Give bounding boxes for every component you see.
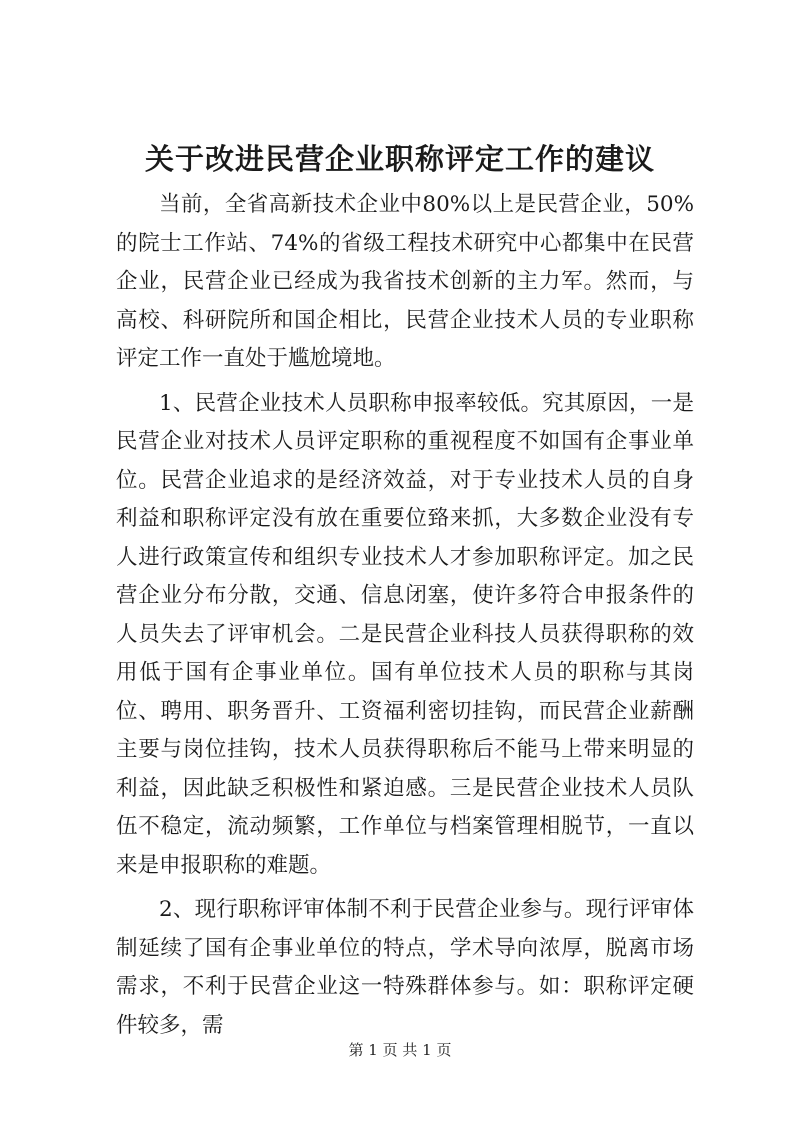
paragraph-intro: 当前，全省高新技术企业中80%以上是民营企业，50%的院士工作站、74%的省级工程技术研究中心都集中在民营企业，民营企业已经成为我省技术创新的主力军。然而，与高校、科研院所和国企相比，民营企业技术人员的专业职称评定工作一直处于尴尬境地。 [116,192,694,371]
paragraph-point-2: 2、现行职称评审体制不利于民营企业参与。现行评审体制延续了国有企事业单位的特点，学术导向浓厚，脱离市场需求，不利于民营企业这一特殊群体参与。如：职称评定硬件较多，需 [116,897,694,1038]
paragraph-point-1: 1、民营企业技术人员职称申报率较低。究其原因，一是民营企业对技术人员评定职称的重视程度不如国有企事业单位。民营企业追求的是经济效益，对于专业技术人员的自身利益和职称评定没有放在重要位臵来抓，大多数企业没有专人进行政策宣传和组织专业技术人才参加职称评定。加之民营企业分布分散，交通、信息闭塞，使许多符合申报条件的人员失去了评审机会。二是民营企业科技人员获得职称的效用低于国有企事业单位。国有单位技术人员的职称与其岗位、聘用、职务晋升、工资福利密切挂钩，而民营企业薪酬主要与岗位挂钩，技术人员获得职称后不能马上带来明显的利益，因此缺乏积极性和紧迫感。三是民营企业技术人员队伍不稳定，流动频繁，工作单位与档案管理相脱节，一直以来是申报职称的难题。 [116,390,694,878]
document-body [116,186,694,1045]
document-title: 关于改进民营企业职称评定工作的建议 [144,142,655,176]
page-number-footer: 第 1 页 共 1 页 [348,1041,452,1059]
